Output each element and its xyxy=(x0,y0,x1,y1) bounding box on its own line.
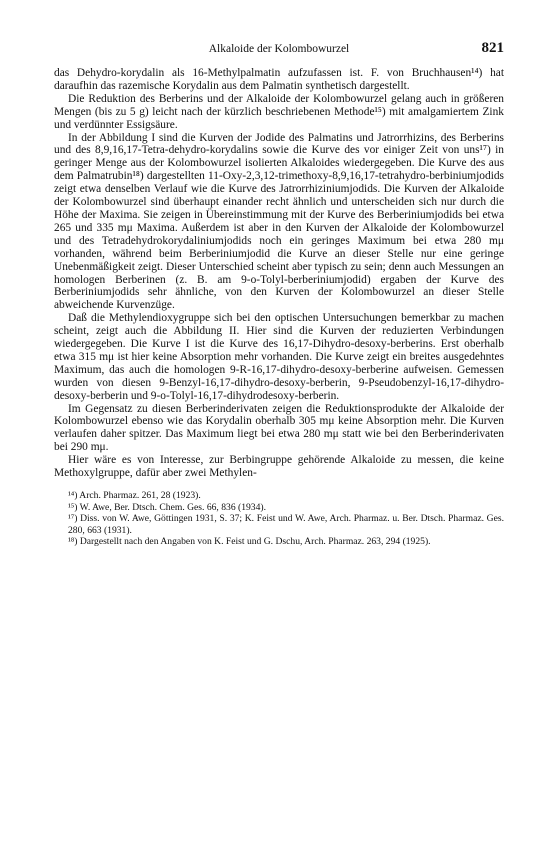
paragraph-figure-two: Daß die Methylendioxygruppe sich bei den optischen Untersuchungen bemerkbar zu machen scheint, zeigt auch die Abbildung II. Hier sind die Kurven der reduzierten Verbindungen wiedergegeben. Die Kurve I ist die Kurve des 16,17-Dihydro-desoxy-berberins. Erst oberhalb etwa 315 mμ ist hier keine Absorption mehr vorhanden. Die Kurve zeigt ein breites ausgedehntes Maximum, das auch die homologen 9-R-16,17-dihydro-desoxy-berberine aufweisen. Gemessen wurden von diesen 9-Benzyl-16,17-dihydro-desoxy-berberin, 9-Pseudobenzyl-16,17-dihydro-desoxy-berberin und 9-o-Tolyl-16,17-dihydrodesoxy-berberin. xyxy=(54,312,504,402)
page-header xyxy=(54,40,504,60)
paragraph-interest: Hier wäre es von Interesse, zur Berbingruppe gehörende Alkaloide zu messen, die keine Methoxylgruppe, dafür aber zwei Methylen- xyxy=(54,454,504,480)
page-number: 821 xyxy=(481,40,504,56)
paragraph-reduction: Die Reduktion des Berberins und der Alkaloide der Kolombowurzel gelang auch in größeren Mengen (bis zu 5 g) leicht nach der kürzlich beschriebenen Methode¹⁵) mit amalgamiertem Zink und verdünnter Essigsäure. xyxy=(54,92,504,131)
footnote-18: ¹⁸) Dargestellt nach den Angaben von K. Feist und G. Dschu, Arch. Pharmaz. 263, 294 (1925). xyxy=(68,536,431,548)
footnote-17: ¹⁷) Diss. von W. Awe, Göttingen 1931, S. 37; K. Feist und W. Awe, Arch. Pharmaz. u. Ber. Dtsch. Pharmaz. Ges. 280, 663 (1931). xyxy=(68,513,504,536)
paragraph-continuation: das Dehydro-korydalin als 16-Methylpalmatin aufzufassen ist. F. von Bruchhausen¹⁴) hat daraufhin das razemische Korydalin aus dem Palmatin synthetisch dargestellt. xyxy=(54,67,504,92)
running-title: Alkaloide der Kolombowurzel xyxy=(208,43,350,55)
paragraph-figure-one: In der Abbildung I sind die Kurven der Jodide des Palmatins und Jatrorrhizins, des Berberins und des 8,9,16,17-Tetra-dehydro-korydalins sowie die Kurve des vor einiger Zeit von uns¹⁷) in geringer Menge aus der Kolombowurzel isolierten Alkaloides wiedergegeben. Die Kurve des aus dem Palmatrubin¹⁸) dargestellten 11-Oxy-2,3,12-trimethoxy-8,9,16,17-tetrahydro-berbiniumjodids zeigt etwa denselben Verlauf wie die Kurve des Jatrorrhiziniumjodids. Die Kurven der Alkaloide der Kolombowurzel sind überhaupt einander recht ähnlich und unterscheiden sich nur durch die Höhe der Maxima. Sie zeigen in Übereinstimmung mit der Kurve des Berberiniumjodids bei etwa 265 und 335 mμ Maxima. Außerdem ist aber in den Kurven der Alkaloide der Kolombowurzel und des Tetradehydrokorydaliniumjodids noch ein geringes Maximum bei etwa 280 mμ vorhanden, während beim Berberiniumjodid die Kurve an dieser Stelle nur eine geringe Unebenmäßigkeit zeigt. Dieser Unterschied scheint aber typisch zu sein; denn auch Messungen an homologen Berberinen (z. B. am 9-o-Tolyl-berberiniumjodid) ergaben der Kurve des Berberiniumjodids sehr ähnliche, von den Kurven der Kolombowurzel an dieser Stelle abweichende Kurvenzüge. xyxy=(54,131,504,312)
footnote-14: ¹⁴) Arch. Pharmaz. 261, 28 (1923). xyxy=(68,490,201,501)
paragraph-contrast: Im Gegensatz zu diesen Berberinderivaten zeigen die Reduktionsprodukte der Alkaloide der Kolombowurzel ebenso wie das Korydalin oberhalb 305 mμ keine Absorption mehr. Die Kurven verlaufen daher spitzer. Das Maximum liegt bei etwa 280 mμ statt wie bei den Berberinderivaten bei 290 mμ. xyxy=(54,402,504,454)
footnotes xyxy=(54,490,504,548)
footnote-15: ¹⁵) W. Awe, Ber. Dtsch. Chem. Ges. 66, 836 (1934). xyxy=(68,501,266,513)
body-text xyxy=(54,67,504,480)
page xyxy=(54,40,504,548)
